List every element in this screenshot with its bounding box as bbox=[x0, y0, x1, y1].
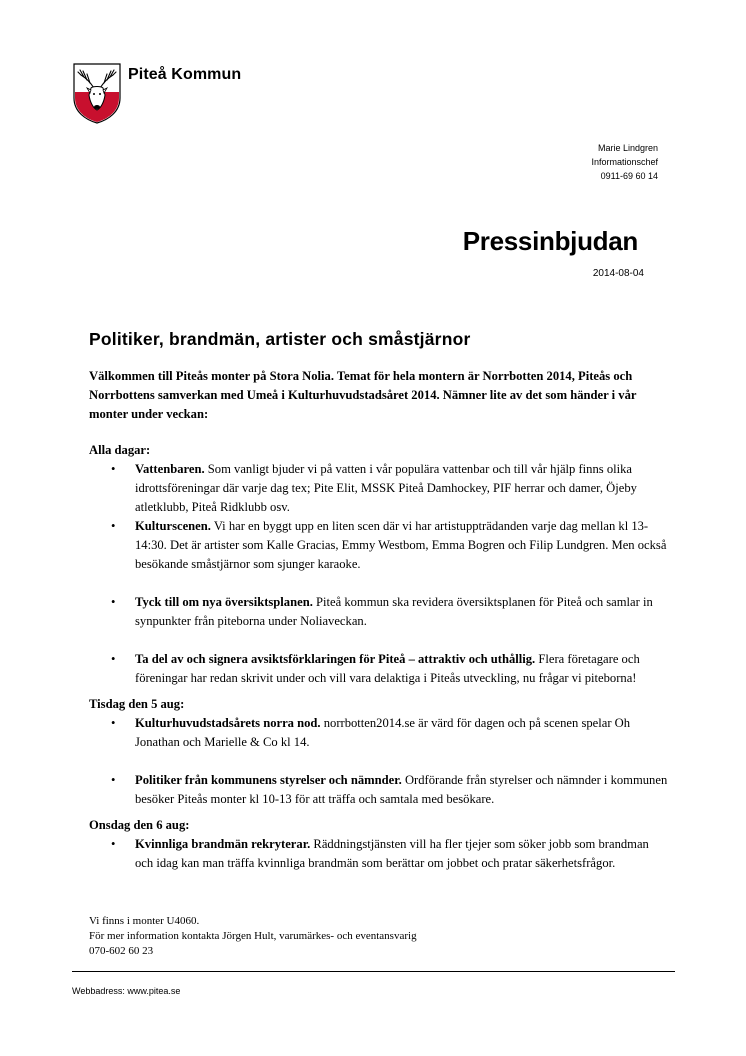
item-lead: Kulturhuvudstadsårets norra nod. bbox=[135, 716, 321, 730]
contact-block bbox=[591, 141, 658, 183]
item-lead: Politiker från kommunens styrelser och nämnder. bbox=[135, 773, 402, 787]
contact-phone: 0911-69 60 14 bbox=[600, 171, 658, 181]
contact-phone-line: 070-602 60 23 bbox=[89, 945, 154, 957]
item-text: Piteå kommun ska revidera översiktsplanen för Piteå och samlar in synpunkter från piteborna under Noliaveckan. bbox=[135, 595, 653, 628]
closing-note bbox=[89, 914, 417, 959]
document-body bbox=[89, 367, 669, 873]
document-date: 2014-08-04 bbox=[592, 268, 644, 279]
section-title: Alla dagar: bbox=[89, 443, 151, 457]
contact-title: Informationschef bbox=[591, 157, 658, 167]
item-text: Flera företagare och föreningar har redan skrivit under och vill vara delaktiga i Piteås utveckling, nu frågar vi piteborna! bbox=[135, 652, 640, 685]
item-lead: Vattenbaren. bbox=[135, 462, 205, 476]
item-list bbox=[89, 460, 669, 688]
item-lead: Kvinnliga brandmän rekryterar. bbox=[135, 837, 311, 851]
intro-paragraph: Välkommen till Piteås monter på Stora Nolia. Temat för hela montern är Norrbotten 2014, Piteås och Norrbottens samverkan med Umeå i Kulturhuvudstadsåret 2014. Nämner lite av det som händer i vår monter under veckan: bbox=[89, 369, 637, 421]
list-item bbox=[89, 593, 669, 631]
item-list bbox=[89, 714, 669, 809]
item-text: Räddningstjänsten vill ha fler tjejer som söker jobb som brandman och idag kan man träffa kvinnliga brandmän som berättar om jobbet och pratar säkerhetsfrågor. bbox=[135, 837, 649, 870]
booth-line: Vi finns i monter U4060. bbox=[89, 915, 200, 927]
contact-person-line: För mer information kontakta Jörgen Hult, varumärkes- och eventansvarig bbox=[89, 930, 417, 942]
list-item bbox=[89, 771, 669, 809]
headline: Politiker, brandmän, artister och småstjärnor bbox=[89, 329, 471, 349]
org-name: Piteå Kommun bbox=[128, 66, 242, 83]
item-text: Som vanligt bjuder vi på vatten i vår populära vattenbar och till vår hjälp finns olika idrottsföreningar där varje dag tex; Pite Elit, MSSK Piteå Damhockey, PIF herrar och damer, Öjeby atletklubb, Piteå Ridklubb osv. bbox=[135, 462, 637, 514]
footer-divider bbox=[72, 971, 675, 972]
item-list bbox=[89, 835, 669, 873]
item-text: Vi har en byggt upp en liten scen där vi har artistuppträdanden varje dag mellan kl 13-14:30. Det är artister som Kalle Gracias, Emmy Westbom, Emma Bogren och Filip Lundgren. Men också besökande småstjärnor som sjunger karaoke. bbox=[135, 519, 667, 571]
list-item bbox=[89, 835, 669, 873]
item-text: Ordförande från styrelser och nämnder i kommunen besöker Piteås monter kl 10-13 för att träffa och samtala med besökare. bbox=[135, 773, 668, 806]
list-item bbox=[89, 650, 669, 688]
section-title: Tisdag den 5 aug: bbox=[89, 697, 185, 711]
item-lead: Ta del av och signera avsiktsförklaringen för Piteå – attraktiv och uthållig. bbox=[135, 652, 536, 666]
item-lead: Tyck till om nya översiktsplanen. bbox=[135, 595, 313, 609]
section-title: Onsdag den 6 aug: bbox=[89, 818, 190, 832]
web-address: Webbadress: www.pitea.se bbox=[72, 986, 181, 996]
contact-name: Marie Lindgren bbox=[597, 143, 658, 153]
document-type: Pressinbjudan bbox=[462, 226, 638, 256]
list-item bbox=[89, 714, 669, 752]
list-item bbox=[89, 460, 669, 517]
list-item bbox=[89, 517, 669, 574]
item-text: norrbotten2014.se är värd för dagen och på scenen spelar Oh Jonathan och Marielle & Co kl 14. bbox=[135, 716, 631, 749]
item-lead: Kulturscenen. bbox=[135, 519, 211, 533]
reindeer-crest-icon bbox=[72, 62, 122, 124]
logo bbox=[72, 62, 122, 124]
